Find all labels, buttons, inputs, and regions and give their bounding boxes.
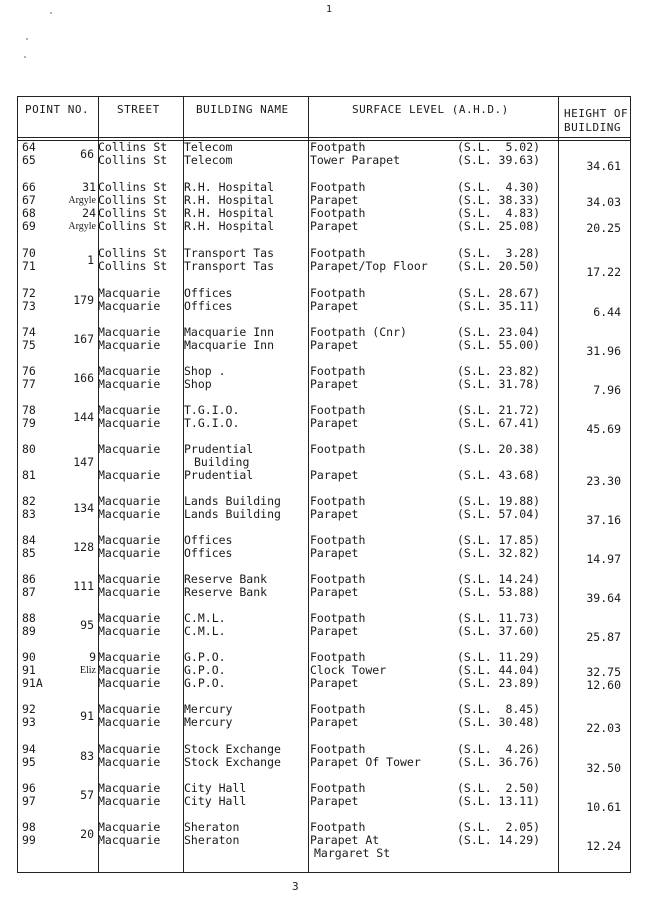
street-name: Macquarie — [98, 325, 161, 339]
header-street: STREET — [117, 103, 160, 116]
surface-level-value: (S.L. 39.63) — [457, 153, 541, 167]
column-divider — [558, 97, 559, 872]
building-height: 22.03 — [586, 721, 621, 735]
point-number: 96 — [22, 781, 36, 795]
point-number: 74 — [22, 325, 36, 339]
street-name: Macquarie — [98, 442, 161, 456]
building-name: Macquarie Inn — [184, 325, 275, 339]
street-name: Macquarie — [98, 624, 161, 638]
street-name: Collins St — [98, 180, 168, 194]
surface-level-value: (S.L. 23.89) — [457, 676, 541, 690]
surface-level-value: (S.L. 11.73) — [457, 611, 541, 625]
building-name: Telecom — [184, 153, 233, 167]
street-number: 57 — [80, 787, 94, 802]
header-height-line1: HEIGHT OF — [564, 107, 629, 120]
survey-table — [17, 96, 631, 873]
surface-level-value: (S.L. 32.82) — [457, 546, 541, 560]
point-number: 79 — [22, 416, 36, 430]
point-number: 94 — [22, 742, 36, 756]
street-number: 111 — [73, 578, 94, 593]
street-name: Macquarie — [98, 585, 161, 599]
street-name: Macquarie — [98, 833, 161, 847]
point-number: 70 — [22, 246, 36, 260]
street-number: 167 — [73, 331, 94, 346]
surface-description: Footpath — [310, 206, 366, 220]
surface-level-value: (S.L. 44.04) — [457, 663, 541, 677]
surface-description: Parapet — [310, 715, 359, 729]
street-number: Argyle — [68, 221, 96, 232]
building-height: 34.03 — [586, 195, 621, 209]
surface-level-value: (S.L. 11.29) — [457, 650, 541, 664]
building-name: R.H. Hospital — [184, 219, 275, 233]
surface-description-cont: Margaret St — [314, 846, 391, 860]
street-name: Macquarie — [98, 794, 161, 808]
street-name: Macquarie — [98, 663, 161, 677]
point-number: 88 — [22, 611, 36, 625]
building-height: 6.44 — [593, 305, 621, 319]
surface-level-value: (S.L. 14.29) — [457, 833, 541, 847]
street-number: 9 — [89, 650, 96, 664]
street-number: 179 — [73, 292, 94, 307]
building-height: 10.61 — [586, 800, 621, 814]
street-name: Macquarie — [98, 468, 161, 482]
point-number: 82 — [22, 494, 36, 508]
building-height: 14.97 — [586, 552, 621, 566]
street-number: 83 — [80, 748, 94, 763]
surface-level-value: (S.L. 23.04) — [457, 325, 541, 339]
point-number: 72 — [22, 286, 36, 300]
surface-description: Parapet — [310, 546, 359, 560]
street-name: Collins St — [98, 206, 168, 220]
street-number: 95 — [80, 617, 94, 632]
surface-level-value: (S.L. 4.26) — [457, 742, 541, 756]
surface-description: Footpath — [310, 364, 366, 378]
surface-description: Parapet — [310, 624, 359, 638]
street-name: Collins St — [98, 153, 168, 167]
building-name: Lands Building — [184, 507, 281, 521]
surface-description: Footpath — [310, 246, 366, 260]
street-number: 134 — [73, 500, 94, 515]
surface-level-value: (S.L. 28.67) — [457, 286, 541, 300]
surface-description: Footpath — [310, 286, 366, 300]
point-number: 95 — [22, 755, 36, 769]
building-name-cont: Building — [194, 455, 250, 469]
surface-level-value: (S.L. 57.04) — [457, 507, 541, 521]
street-name: Macquarie — [98, 338, 161, 352]
building-name: Reserve Bank — [184, 572, 268, 586]
surface-description: Footpath — [310, 820, 366, 834]
surface-level-value: (S.L. 21.72) — [457, 403, 541, 417]
building-height: 45.69 — [586, 422, 621, 436]
surface-description: Tower Parapet — [310, 153, 401, 167]
surface-level-value: (S.L. 43.68) — [457, 468, 541, 482]
surface-level-value: (S.L. 20.38) — [457, 442, 541, 456]
point-number: 90 — [22, 650, 36, 664]
street-number: 1 — [87, 252, 94, 267]
building-name: Macquarie Inn — [184, 338, 275, 352]
building-name: Offices — [184, 533, 233, 547]
surface-level-value: (S.L. 19.88) — [457, 494, 541, 508]
point-number: 75 — [22, 338, 36, 352]
surface-level-value: (S.L. 20.50) — [457, 259, 541, 273]
building-name: Mercury — [184, 702, 233, 716]
street-name: Collins St — [98, 259, 168, 273]
street-name: Macquarie — [98, 820, 161, 834]
surface-description: Footpath — [310, 403, 366, 417]
street-number: Eliz — [79, 665, 96, 676]
point-number: 69 — [22, 219, 36, 233]
surface-level-value: (S.L. 4.83) — [457, 206, 541, 220]
street-name: Macquarie — [98, 286, 161, 300]
surface-level-value: (S.L. 55.00) — [457, 338, 541, 352]
building-name: T.G.I.O. — [184, 403, 240, 417]
surface-level-value: (S.L. 23.82) — [457, 364, 541, 378]
building-name: C.M.L. — [184, 624, 226, 638]
building-name: R.H. Hospital — [184, 206, 275, 220]
surface-level-value: (S.L. 4.30) — [457, 180, 541, 194]
street-number: 166 — [73, 370, 94, 385]
point-number: 85 — [22, 546, 36, 560]
speck — [26, 38, 28, 40]
street-name: Macquarie — [98, 533, 161, 547]
street-name: Macquarie — [98, 494, 161, 508]
point-number: 64 — [22, 140, 36, 154]
point-number: 71 — [22, 259, 36, 273]
surface-description: Footpath — [310, 180, 366, 194]
header-rule — [18, 137, 630, 138]
building-name: Sheraton — [184, 820, 240, 834]
surface-description: Parapet — [310, 338, 359, 352]
building-name: Shop . — [184, 364, 226, 378]
street-name: Collins St — [98, 246, 168, 260]
surface-description: Footpath — [310, 742, 366, 756]
building-name: Mercury — [184, 715, 233, 729]
surface-description: Footpath — [310, 702, 366, 716]
surface-description: Parapet — [310, 676, 359, 690]
surface-level-value: (S.L. 30.48) — [457, 715, 541, 729]
point-number: 93 — [22, 715, 36, 729]
surface-level-value: (S.L. 25.08) — [457, 219, 541, 233]
surface-level-value: (S.L. 53.88) — [457, 585, 541, 599]
header-point-no: POINT NO. — [25, 103, 90, 116]
street-name: Collins St — [98, 219, 168, 233]
point-number: 97 — [22, 794, 36, 808]
point-number: 78 — [22, 403, 36, 417]
building-height: 39.64 — [586, 591, 621, 605]
header-building-name: BUILDING NAME — [196, 103, 289, 116]
building-height: 7.96 — [593, 383, 621, 397]
street-number: 20 — [80, 826, 94, 841]
surface-description: Parapet — [310, 193, 359, 207]
building-height: 32.50 — [586, 761, 621, 775]
surface-level-value: (S.L. 37.60) — [457, 624, 541, 638]
street-number: Argyle — [68, 195, 96, 206]
surface-description: Parapet — [310, 377, 359, 391]
street-name: Macquarie — [98, 377, 161, 391]
building-name: Reserve Bank — [184, 585, 268, 599]
street-name: Collins St — [98, 193, 168, 207]
point-number: 86 — [22, 572, 36, 586]
street-name: Macquarie — [98, 403, 161, 417]
point-number: 89 — [22, 624, 36, 638]
surface-level-value: (S.L. 8.45) — [457, 702, 541, 716]
point-number: 91 — [22, 663, 36, 677]
building-name: Transport Tas — [184, 246, 275, 260]
building-name: Telecom — [184, 140, 233, 154]
surface-description: Parapet Of Tower — [310, 755, 421, 769]
building-name: G.P.O. — [184, 650, 226, 664]
point-number: 99 — [22, 833, 36, 847]
surface-description: Parapet — [310, 507, 359, 521]
building-name: Offices — [184, 546, 233, 560]
street-number: 144 — [73, 409, 94, 424]
point-number: 76 — [22, 364, 36, 378]
point-number: 87 — [22, 585, 36, 599]
surface-description: Footpath — [310, 533, 366, 547]
point-number: 77 — [22, 377, 36, 391]
point-number: 66 — [22, 180, 36, 194]
building-name: R.H. Hospital — [184, 180, 275, 194]
street-name: Macquarie — [98, 572, 161, 586]
page-number-bottom: 3 — [292, 880, 299, 893]
surface-description: Footpath — [310, 781, 366, 795]
building-name: Offices — [184, 299, 233, 313]
surface-description: Parapet — [310, 219, 359, 233]
street-name: Macquarie — [98, 702, 161, 716]
surface-level-value: (S.L. 13.11) — [457, 794, 541, 808]
street-name: Collins St — [98, 140, 168, 154]
street-name: Macquarie — [98, 781, 161, 795]
street-number: 24 — [82, 206, 96, 220]
point-number: 73 — [22, 299, 36, 313]
building-name: R.H. Hospital — [184, 193, 275, 207]
surface-description: Parapet/Top Floor — [310, 259, 428, 273]
building-height: 32.75 — [586, 665, 621, 679]
surface-description: Parapet At — [310, 833, 380, 847]
street-number: 147 — [73, 455, 94, 469]
building-height: 31.96 — [586, 344, 621, 358]
point-number: 80 — [22, 442, 36, 456]
point-number: 84 — [22, 533, 36, 547]
point-number: 81 — [22, 468, 36, 482]
street-number: 128 — [73, 539, 94, 554]
street-name: Macquarie — [98, 611, 161, 625]
street-name: Macquarie — [98, 299, 161, 313]
page-number-top: 1 — [326, 4, 333, 15]
surface-description: Footpath — [310, 442, 366, 456]
street-name: Macquarie — [98, 546, 161, 560]
street-name: Macquarie — [98, 755, 161, 769]
surface-level-value: (S.L. 67.41) — [457, 416, 541, 430]
surface-description: Footpath — [310, 611, 366, 625]
street-number: 66 — [80, 146, 94, 161]
point-number: 68 — [22, 206, 36, 220]
surface-description: Parapet — [310, 585, 359, 599]
point-number: 98 — [22, 820, 36, 834]
header-surface-level: SURFACE LEVEL (A.H.D.) — [352, 103, 509, 116]
street-name: Macquarie — [98, 364, 161, 378]
point-number: 65 — [22, 153, 36, 167]
building-height: 25.87 — [586, 630, 621, 644]
point-number: 83 — [22, 507, 36, 521]
building-name: G.P.O. — [184, 676, 226, 690]
building-name: Stock Exchange — [184, 755, 281, 769]
building-name: Lands Building — [184, 494, 281, 508]
building-name: T.G.I.O. — [184, 416, 240, 430]
building-name: Transport Tas — [184, 259, 275, 273]
street-name: Macquarie — [98, 507, 161, 521]
building-height: 23.30 — [586, 474, 621, 488]
surface-description: Parapet — [310, 468, 359, 482]
surface-description: Clock Tower — [310, 663, 387, 677]
building-height: 37.16 — [586, 513, 621, 527]
building-name: City Hall — [184, 794, 247, 808]
surface-description: Footpath — [310, 494, 366, 508]
speck — [24, 56, 26, 58]
street-name: Macquarie — [98, 650, 161, 664]
surface-level-value: (S.L. 31.78) — [457, 377, 541, 391]
speck — [50, 12, 52, 14]
building-name: Shop — [184, 377, 212, 391]
building-name: G.P.O. — [184, 663, 226, 677]
building-name: Prudential — [184, 468, 254, 482]
street-name: Macquarie — [98, 715, 161, 729]
header-height-line2: BUILDING — [564, 121, 621, 134]
building-height: 12.60 — [586, 678, 621, 692]
surface-level-value: (S.L. 5.02) — [457, 140, 541, 154]
surface-level-value: (S.L. 35.11) — [457, 299, 541, 313]
building-name: City Hall — [184, 781, 247, 795]
building-height: 20.25 — [586, 221, 621, 235]
surface-description: Parapet — [310, 794, 359, 808]
surface-description: Footpath — [310, 140, 366, 154]
point-number: 67 — [22, 193, 36, 207]
point-number: 91A — [22, 676, 43, 690]
point-number: 92 — [22, 702, 36, 716]
street-number: 91 — [80, 708, 94, 723]
building-name: C.M.L. — [184, 611, 226, 625]
surface-description: Footpath — [310, 572, 366, 586]
building-height: 34.61 — [586, 159, 621, 173]
surface-level-value: (S.L. 2.05) — [457, 820, 541, 834]
street-name: Macquarie — [98, 416, 161, 430]
surface-description: Footpath (Cnr) — [310, 325, 407, 339]
surface-description: Footpath — [310, 650, 366, 664]
surface-level-value: (S.L. 3.28) — [457, 246, 541, 260]
surface-description: Parapet — [310, 299, 359, 313]
building-height: 12.24 — [586, 839, 621, 853]
street-number: 31 — [82, 180, 96, 194]
surface-level-value: (S.L. 36.76) — [457, 755, 541, 769]
surface-description: Parapet — [310, 416, 359, 430]
building-name: Prudential — [184, 442, 254, 456]
surface-level-value: (S.L. 2.50) — [457, 781, 541, 795]
street-name: Macquarie — [98, 742, 161, 756]
building-height: 17.22 — [586, 265, 621, 279]
surface-level-value: (S.L. 17.85) — [457, 533, 541, 547]
street-name: Macquarie — [98, 676, 161, 690]
surface-level-value: (S.L. 14.24) — [457, 572, 541, 586]
building-name: Offices — [184, 286, 233, 300]
column-divider — [308, 97, 309, 872]
building-name: Sheraton — [184, 833, 240, 847]
building-name: Stock Exchange — [184, 742, 281, 756]
surface-level-value: (S.L. 38.33) — [457, 193, 541, 207]
